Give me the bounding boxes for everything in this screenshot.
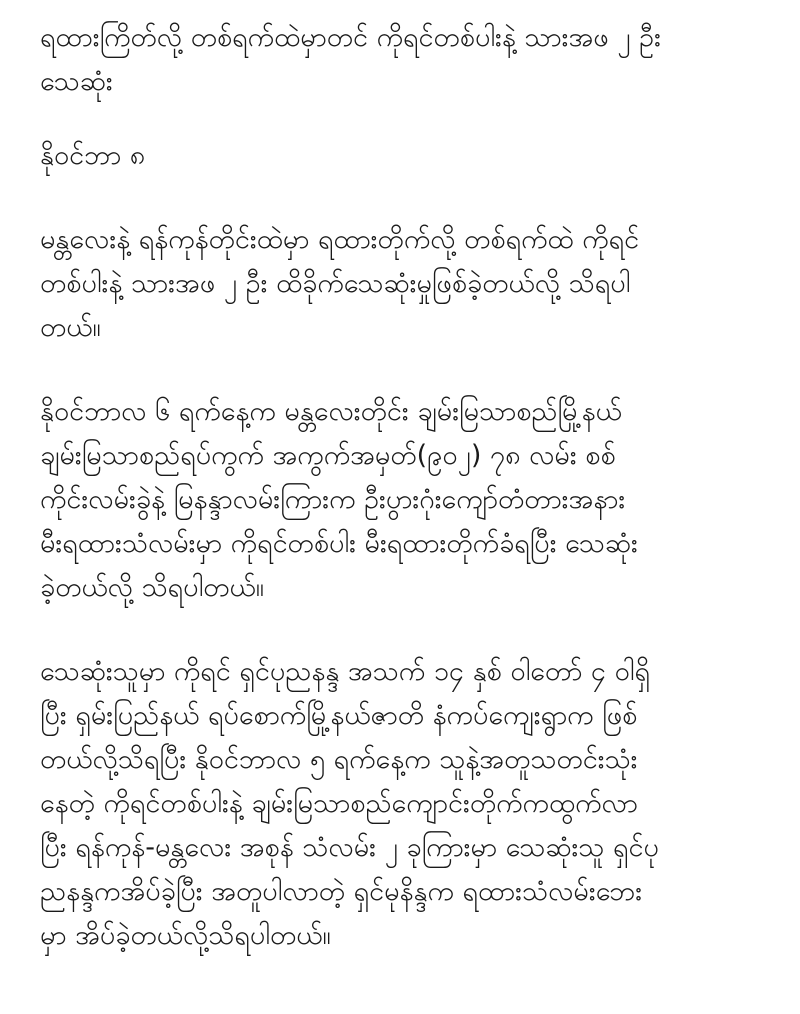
article-paragraph-1: မန္တလေးနဲ့ ရန်ကုန်တိုင်းထဲမှာ ရထားတိုက်လို့ တစ်ရက်ထဲ ကိုရင် တစ်ပါးနဲ့ သားအဖ ၂ ဦး ထိခိုက်သေဆုံးမှုဖြစ်ခဲ့တယ်လို့ သိရပါ တယ်။ — [40, 224, 640, 343]
article-headline: ရထားကြိတ်လို့ တစ်ရက်ထဲမှာတင် ကိုရင်တစ်ပါးနဲ့ သားအဖ ၂ ဦး သေဆုံး — [40, 22, 661, 97]
article-paragraph-3: သေဆုံးသူမှာ ကိုရင် ရှင်ပုညနန္ဒ အသက် ၁၄ နှစ် ဝါတော် ၄ ဝါရှိ ပြီး ရှမ်းပြည်နယ် ရပ်စောက်မြို့နယ်ဇာတိ နံကပ်ကျေးရွာက ဖြစ် တယ်လို့သိရပြီး နိုဝင်ဘာလ ၅ ရက်နေ့က သူနဲ့အတူသတင်းသုံး နေတဲ့ ကိုရင်တစ်ပါးနဲ့ ချမ်းမြသာစည်ကျောင်းတိုက်ကထွက်လာ ပြီး ရန်ကုန်-မန္တလေး အစုန် သံလမ်း ၂ ခုကြားမှာ သေဆုံးသူ ရှင်ပု ညနန္ဒကအိပ်ခဲ့ပြီး အတူပါလာတဲ့ ရှင်မုနိန္ဒက ရထားသံလမ်းဘေး မှာ အိပ်ခဲ့တယ်လို့သိရပါတယ်။ — [40, 656, 659, 951]
article-date: နိုဝင်ဘာ ၈ — [40, 140, 146, 171]
article-paragraph-2: နိုဝင်ဘာလ ၆ ရက်နေ့က မန္တလေးတိုင်း ချမ်းမြသာစည်မြို့နယ် ချမ်းမြသာစည်ရပ်ကွက် အကွက်အမှတ်(၉၀၂) ၇၈ လမ်း စစ် ကိုင်းလမ်းခွဲနဲ့ မြနန္ဒာလမ်းကြားက ဦးပွားဂုံးကျော်တံတားအနား မီးရထားသံလမ်းမှာ ကိုရင်တစ်ပါး မီးရထားတိုက်ခံရပြီး သေဆုံး ခဲ့တယ်လို့ သိရပါတယ်။ — [40, 396, 638, 603]
